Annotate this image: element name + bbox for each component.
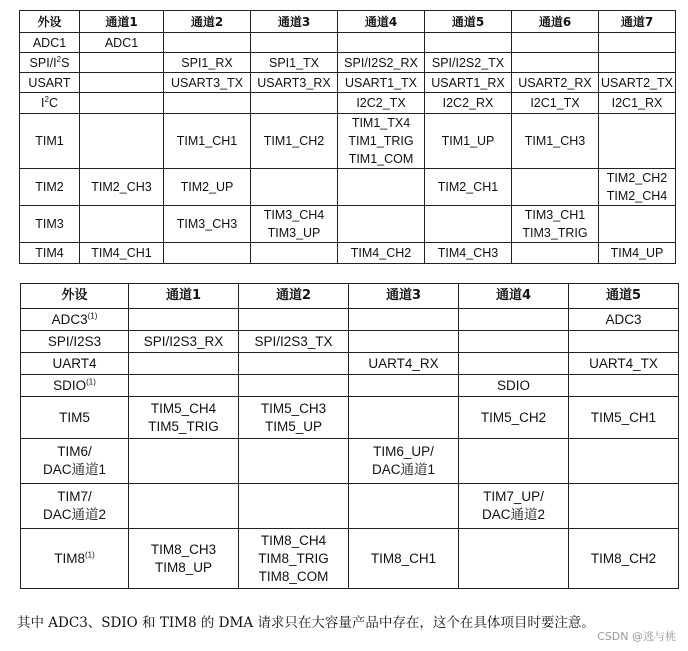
channel-cell [599, 243, 676, 264]
table-row [21, 439, 679, 484]
channel-cell [251, 206, 338, 243]
channel-cell [459, 353, 569, 375]
channel-cell [425, 73, 512, 93]
channel-cell [425, 243, 512, 264]
header-channel-4: 通道4 [338, 11, 425, 33]
channel-cell [239, 375, 349, 397]
dma-request: SPI/I2S2_RX [344, 55, 418, 70]
channel-cell [569, 439, 679, 484]
dma-request: SPI/I2S3_RX [143, 333, 224, 349]
channel-cell [164, 243, 251, 264]
dma-request: TIM3_CH4 [263, 208, 325, 222]
channel-cell [349, 309, 459, 331]
channel-cell [164, 53, 251, 73]
peripheral-label [21, 439, 129, 484]
peripheral-label [21, 484, 129, 529]
dma-request: TIM5_CH1 [590, 409, 657, 425]
channel-cell [251, 73, 338, 93]
channel-cell [129, 484, 239, 529]
peripheral-label [21, 397, 129, 439]
channel-cell [459, 331, 569, 353]
table-row [20, 73, 676, 93]
channel-cell [251, 53, 338, 73]
table-row [20, 243, 676, 264]
channel-cell [251, 169, 338, 206]
channel-cell [80, 114, 164, 169]
channel-cell [80, 53, 164, 73]
dma-request: TIM5_CH4 [150, 400, 217, 416]
label-text: SPI/I [29, 55, 57, 70]
peripheral-label [20, 169, 80, 206]
channel-cell [349, 375, 459, 397]
dma-request: I2C2_TX [356, 96, 406, 110]
channel-cell [512, 206, 599, 243]
table-row [21, 484, 679, 529]
dma-request: TIM8_UP [154, 559, 212, 575]
table-row [20, 206, 676, 243]
channel-cell [164, 73, 251, 93]
header-channel-5: 通道5 [569, 284, 679, 309]
channel-cell [239, 309, 349, 331]
dma-request: I2C2_RX [442, 96, 494, 110]
table-row [20, 169, 676, 206]
channel-cell [425, 169, 512, 206]
channel-cell [512, 53, 599, 73]
channel-cell [164, 114, 251, 169]
dma-request: USART2_RX [518, 75, 592, 90]
dma-request: TIM8_TRIG [258, 550, 329, 566]
table-row [21, 331, 679, 353]
channel-cell [251, 114, 338, 169]
channel-cell [569, 331, 679, 353]
channel-cell [512, 73, 599, 93]
label-line: TIM6/ [57, 444, 92, 459]
channel-cell [338, 206, 425, 243]
dma-request: TIM8_CH1 [370, 550, 437, 566]
dma-request: TIM2_UP [180, 180, 234, 194]
peripheral-label [20, 114, 80, 169]
label-text: TIM1 [35, 134, 64, 148]
channel-cell [459, 397, 569, 439]
header-channel-3: 通道3 [251, 11, 338, 33]
channel-cell [164, 33, 251, 53]
label-text: ADC3 [51, 311, 88, 327]
channel-cell [239, 397, 349, 439]
label-text: TIM5 [59, 409, 90, 425]
channel-cell [239, 353, 349, 375]
channel-cell [129, 353, 239, 375]
channel-cell [349, 439, 459, 484]
channel-cell [599, 114, 676, 169]
header-channel-3: 通道3 [349, 284, 459, 309]
channel-cell [569, 375, 679, 397]
channel-cell [129, 397, 239, 439]
peripheral-label [21, 331, 129, 353]
watermark: CSDN @逃与桃 [597, 630, 676, 643]
label-text-tail: S [61, 55, 70, 70]
channel-cell [599, 169, 676, 206]
dma-request: TIM6_UP/ [373, 444, 434, 459]
channel-cell [512, 169, 599, 206]
header-channel-2: 通道2 [164, 11, 251, 33]
channel-cell [599, 53, 676, 73]
peripheral-label [20, 206, 80, 243]
channel-cell [459, 375, 569, 397]
label-text: UART4 [52, 355, 97, 371]
peripheral-label [20, 53, 80, 73]
dma-request: TIM2_CH1 [437, 180, 499, 194]
table-row [20, 93, 676, 114]
table-row [21, 529, 679, 589]
peripheral-label [21, 309, 129, 331]
dma-request: TIM8_CH4 [260, 532, 327, 548]
channel-cell [80, 206, 164, 243]
channel-cell [80, 93, 164, 114]
label-footnote-mark: (1) [86, 377, 96, 386]
channel-cell [129, 331, 239, 353]
channel-cell [129, 439, 239, 484]
table-row [21, 375, 679, 397]
channel-cell [349, 397, 459, 439]
channel-cell [512, 93, 599, 114]
dma-request: TIM2_CH3 [91, 180, 152, 194]
dma-request: TIM1_CH3 [524, 134, 586, 148]
label-text: ADC1 [32, 35, 67, 50]
table-header-row [20, 11, 676, 33]
channel-cell [569, 529, 679, 589]
channel-cell [129, 375, 239, 397]
header-channel-4: 通道4 [459, 284, 569, 309]
table-row [20, 33, 676, 53]
dma-request: TIM8_COM [258, 568, 329, 584]
dma-request: TIM8_CH2 [590, 550, 657, 566]
dma2-channel-table [20, 283, 679, 589]
dma-request: SPI1_TX [268, 55, 320, 70]
channel-cell [80, 73, 164, 93]
dma-request: TIM1_COM [348, 152, 414, 166]
dma-request: TIM3_CH3 [176, 217, 238, 231]
dma-request: TIM5_TRIG [148, 418, 219, 434]
dma-request: UART4_RX [368, 355, 439, 371]
channel-cell [80, 243, 164, 264]
channel-cell [129, 529, 239, 589]
channel-cell [338, 53, 425, 73]
dma-request: TIM1_CH1 [176, 134, 238, 148]
channel-cell [338, 93, 425, 114]
channel-cell [338, 114, 425, 169]
channel-cell [251, 93, 338, 114]
channel-cell [569, 353, 679, 375]
channel-cell [239, 484, 349, 529]
header-channel-6: 通道6 [512, 11, 599, 33]
label-superscript: 2 [44, 94, 49, 104]
table-row [20, 53, 676, 73]
dma-request: SPI1_RX [181, 55, 233, 70]
channel-cell [251, 33, 338, 53]
channel-cell [459, 529, 569, 589]
channel-cell [338, 33, 425, 53]
label-text: I [41, 96, 45, 110]
channel-cell [338, 73, 425, 93]
dma-request: TIM1_TRIG [348, 134, 414, 148]
channel-cell [349, 484, 459, 529]
channel-cell [425, 206, 512, 243]
footnote-text: 其中 ADC3、SDIO 和 TIM8 的 DMA 请求只在大容量产品中存在，这个在具体项目时要注意。 [17, 615, 595, 631]
peripheral-label [20, 33, 80, 53]
channel-cell [425, 53, 512, 73]
dma-request: SDIO [496, 377, 530, 393]
channel-cell [251, 243, 338, 264]
channel-cell [338, 169, 425, 206]
channel-cell [164, 206, 251, 243]
dma-request: UART4_TX [589, 355, 658, 371]
header-peripheral: 外设 [20, 11, 80, 33]
label-text: TIM2 [35, 180, 64, 194]
label-line: TIM7/ [57, 489, 92, 504]
channel-cell [459, 439, 569, 484]
dma-request: TIM8_CH3 [150, 541, 217, 557]
channel-cell [239, 529, 349, 589]
channel-cell [239, 439, 349, 484]
dma-request: TIM1_UP [441, 134, 495, 148]
dma-request: SPI/I2S3_TX [254, 333, 333, 349]
dma-request: TIM3_CH1 [524, 208, 586, 222]
label-text: TIM4 [35, 246, 64, 260]
label-footnote-mark: (1) [87, 311, 98, 320]
dma-request: DAC通道2 [481, 507, 545, 522]
dma-request: USART2_TX [601, 75, 674, 90]
channel-cell [425, 93, 512, 114]
peripheral-label [21, 375, 129, 397]
label-text: TIM3 [35, 217, 64, 231]
peripheral-label [20, 93, 80, 114]
channel-cell [425, 114, 512, 169]
channel-cell [80, 169, 164, 206]
peripheral-label [21, 529, 129, 589]
dma-request: TIM4_UP [610, 246, 664, 260]
channel-cell [349, 529, 459, 589]
dma-request: SPI/I2S2_TX [431, 55, 505, 70]
channel-cell [338, 243, 425, 264]
channel-cell [569, 484, 679, 529]
label-text: SDIO [53, 377, 87, 393]
channel-cell [129, 309, 239, 331]
channel-cell [512, 114, 599, 169]
header-peripheral: 外设 [21, 284, 129, 309]
dma-request: TIM5_CH2 [480, 409, 547, 425]
dma-request: USART3_RX [257, 75, 331, 90]
label-text: TIM8 [54, 550, 85, 566]
header-channel-7: 通道7 [599, 11, 676, 33]
channel-cell [599, 93, 676, 114]
label-text: SPI/I2S3 [47, 333, 102, 349]
header-channel-1: 通道1 [129, 284, 239, 309]
dma-request: DAC通道1 [371, 462, 435, 477]
peripheral-label [20, 73, 80, 93]
dma-request: TIM5_CH3 [260, 400, 327, 416]
channel-cell [164, 169, 251, 206]
channel-cell [569, 309, 679, 331]
channel-cell [349, 331, 459, 353]
channel-cell [459, 484, 569, 529]
label-line: DAC通道2 [42, 507, 106, 522]
dma-request: TIM7_UP/ [483, 489, 544, 504]
dma-request: USART1_TX [344, 75, 417, 90]
dma-request: USART1_RX [431, 75, 505, 90]
dma-request: TIM1_TX4 [351, 116, 411, 130]
dma-request: TIM3_UP [267, 226, 321, 240]
label-footnote-mark: (1) [84, 550, 95, 559]
peripheral-label [21, 353, 129, 375]
dma-request: TIM2_CH4 [606, 189, 668, 203]
dma-request: ADC3 [605, 311, 642, 327]
dma-request: USART3_TX [170, 75, 243, 90]
dma-request: I2C1_RX [611, 96, 663, 110]
channel-cell [459, 309, 569, 331]
header-channel-1: 通道1 [80, 11, 164, 33]
channel-cell [512, 243, 599, 264]
channel-cell [599, 73, 676, 93]
dma-request: TIM1_CH2 [263, 134, 325, 148]
table-header-row [21, 284, 679, 309]
channel-cell [599, 206, 676, 243]
dma-request: TIM2_CH2 [606, 171, 668, 185]
channel-cell [425, 33, 512, 53]
channel-cell [164, 93, 251, 114]
dma-request: TIM4_CH3 [437, 246, 499, 260]
header-channel-2: 通道2 [239, 284, 349, 309]
channel-cell [599, 33, 676, 53]
header-channel-5: 通道5 [425, 11, 512, 33]
channel-cell [512, 33, 599, 53]
dma-request: ADC1 [104, 35, 139, 50]
channel-cell [239, 331, 349, 353]
dma-request: I2C1_TX [530, 96, 580, 110]
table-row [20, 114, 676, 169]
table-row [21, 353, 679, 375]
dma1-channel-table [19, 10, 676, 264]
label-text-tail: C [48, 96, 58, 110]
dma-request: TIM3_TRIG [522, 226, 588, 240]
dma-request: TIM5_UP [264, 418, 322, 434]
dma-request: TIM4_CH1 [91, 246, 152, 260]
label-text: USART [28, 75, 71, 90]
dma-request: TIM4_CH2 [350, 246, 412, 260]
table-row [21, 397, 679, 439]
channel-cell [569, 397, 679, 439]
label-line: DAC通道1 [42, 462, 106, 477]
label-superscript: 2 [56, 54, 62, 64]
table-row [21, 309, 679, 331]
channel-cell [349, 353, 459, 375]
peripheral-label [20, 243, 80, 264]
channel-cell [80, 33, 164, 53]
